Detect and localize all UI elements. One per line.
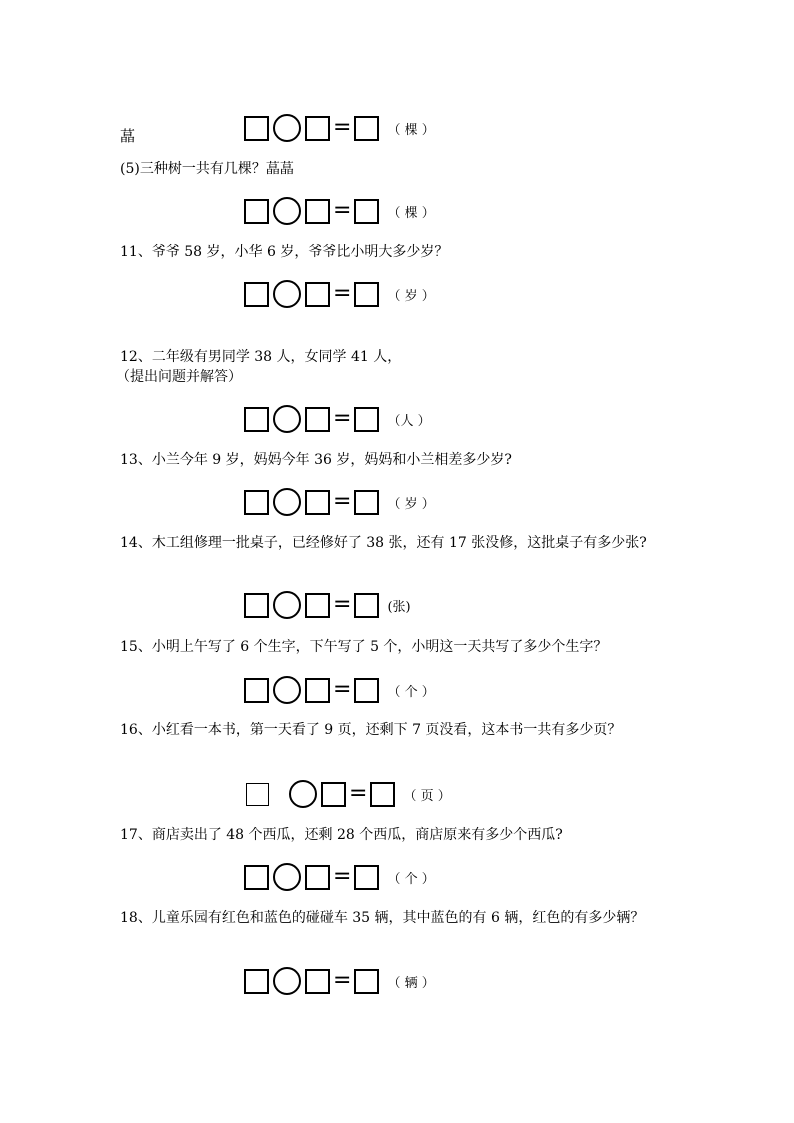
operator-circle[interactable] (273, 405, 301, 433)
question-14: 14、木工组修理一批桌子，已经修好了 38 张，还有 17 张没修，这批桌子有多少张? (120, 535, 647, 551)
answer-box[interactable] (244, 116, 269, 141)
unit-label: （ 岁 ） (387, 288, 435, 304)
unit-label: （ 辆 ） (387, 975, 435, 991)
operator-circle[interactable] (273, 488, 301, 516)
operator-circle[interactable] (273, 591, 301, 619)
unit-label: （ 个 ） (387, 684, 435, 700)
tree-glyph: 蕌 (120, 127, 136, 145)
answer-box[interactable] (305, 116, 330, 141)
answer-equation (244, 279, 435, 309)
answer-box[interactable] (244, 282, 269, 307)
result-box[interactable] (354, 407, 379, 432)
answer-box[interactable] (305, 199, 330, 224)
answer-box[interactable] (305, 282, 330, 307)
answer-box[interactable] (305, 593, 330, 618)
equals-sign: = (333, 677, 352, 702)
answer-box[interactable] (244, 865, 269, 890)
answer-equation (244, 862, 435, 892)
operator-circle[interactable] (273, 197, 301, 225)
question-13: 13、小兰今年 9 岁，妈妈今年 36 岁，妈妈和小兰相差多少岁? (120, 452, 512, 468)
answer-box[interactable] (244, 969, 269, 994)
question-12: 12、二年级有男同学 38 人，女同学 41 人， (120, 349, 402, 365)
answer-box[interactable] (244, 407, 269, 432)
question-12-note: （提出问题并解答） (116, 369, 242, 385)
answer-box[interactable] (244, 593, 269, 618)
answer-equation (246, 779, 451, 809)
equals-sign: = (333, 968, 352, 993)
equals-sign: = (333, 864, 352, 889)
answer-box[interactable] (305, 407, 330, 432)
answer-equation (244, 113, 435, 143)
result-box[interactable] (354, 116, 379, 141)
answer-box[interactable] (246, 783, 269, 806)
equals-sign: = (333, 592, 352, 617)
unit-label: （ 岁 ） (387, 496, 435, 512)
operator-circle[interactable] (273, 114, 301, 142)
result-box[interactable] (354, 199, 379, 224)
unit-label: （ 棵 ） (387, 205, 435, 221)
equals-sign: = (333, 406, 352, 431)
answer-box[interactable] (244, 490, 269, 515)
answer-box[interactable] (305, 969, 330, 994)
result-box[interactable] (354, 490, 379, 515)
answer-box[interactable] (305, 678, 330, 703)
answer-equation (244, 966, 435, 996)
answer-box[interactable] (305, 865, 330, 890)
answer-box[interactable] (244, 199, 269, 224)
answer-equation (244, 196, 435, 226)
equals-sign: = (333, 281, 352, 306)
answer-equation (244, 404, 431, 434)
equals-sign: = (333, 198, 352, 223)
answer-box[interactable] (321, 782, 346, 807)
operator-circle[interactable] (289, 780, 317, 808)
question-11: 11、爷爷 58 岁，小华 6 岁，爷爷比小明大多少岁？ (120, 244, 449, 260)
result-box[interactable] (354, 593, 379, 618)
operator-circle[interactable] (273, 967, 301, 995)
question-5: (5)三种树一共有几棵？蕌蕌 (120, 161, 294, 177)
answer-equation (244, 675, 435, 705)
answer-equation (244, 590, 411, 620)
equals-sign: = (333, 489, 352, 514)
operator-circle[interactable] (273, 280, 301, 308)
result-box[interactable] (354, 282, 379, 307)
question-18: 18、儿童乐园有红色和蓝色的碰碰车 35 辆，其中蓝色的有 6 辆，红色的有多少辆？ (120, 910, 645, 926)
unit-label: （人 ） (387, 413, 431, 429)
unit-label: (张) (387, 599, 411, 615)
result-box[interactable] (354, 969, 379, 994)
answer-equation (244, 487, 435, 517)
operator-circle[interactable] (273, 863, 301, 891)
equals-sign: = (349, 781, 368, 806)
unit-label: （ 页 ） (403, 788, 451, 804)
answer-box[interactable] (244, 678, 269, 703)
question-17: 17、商店卖出了 48 个西瓜，还剩 28 个西瓜，商店原来有多少个西瓜? (120, 827, 563, 843)
question-16: 16、小红看一本书，第一天看了 9 页，还剩下 7 页没看，这本书一共有多少页？ (120, 722, 622, 738)
operator-circle[interactable] (273, 676, 301, 704)
answer-box[interactable] (305, 490, 330, 515)
question-15: 15、小明上午写了 6 个生字，下午写了 5 个，小明这一天共写了多少个生字？ (120, 639, 608, 655)
unit-label: （ 个 ） (387, 871, 435, 887)
equals-sign: = (333, 115, 352, 140)
result-box[interactable] (370, 782, 395, 807)
result-box[interactable] (354, 678, 379, 703)
unit-label: （ 棵 ） (387, 122, 435, 138)
result-box[interactable] (354, 865, 379, 890)
